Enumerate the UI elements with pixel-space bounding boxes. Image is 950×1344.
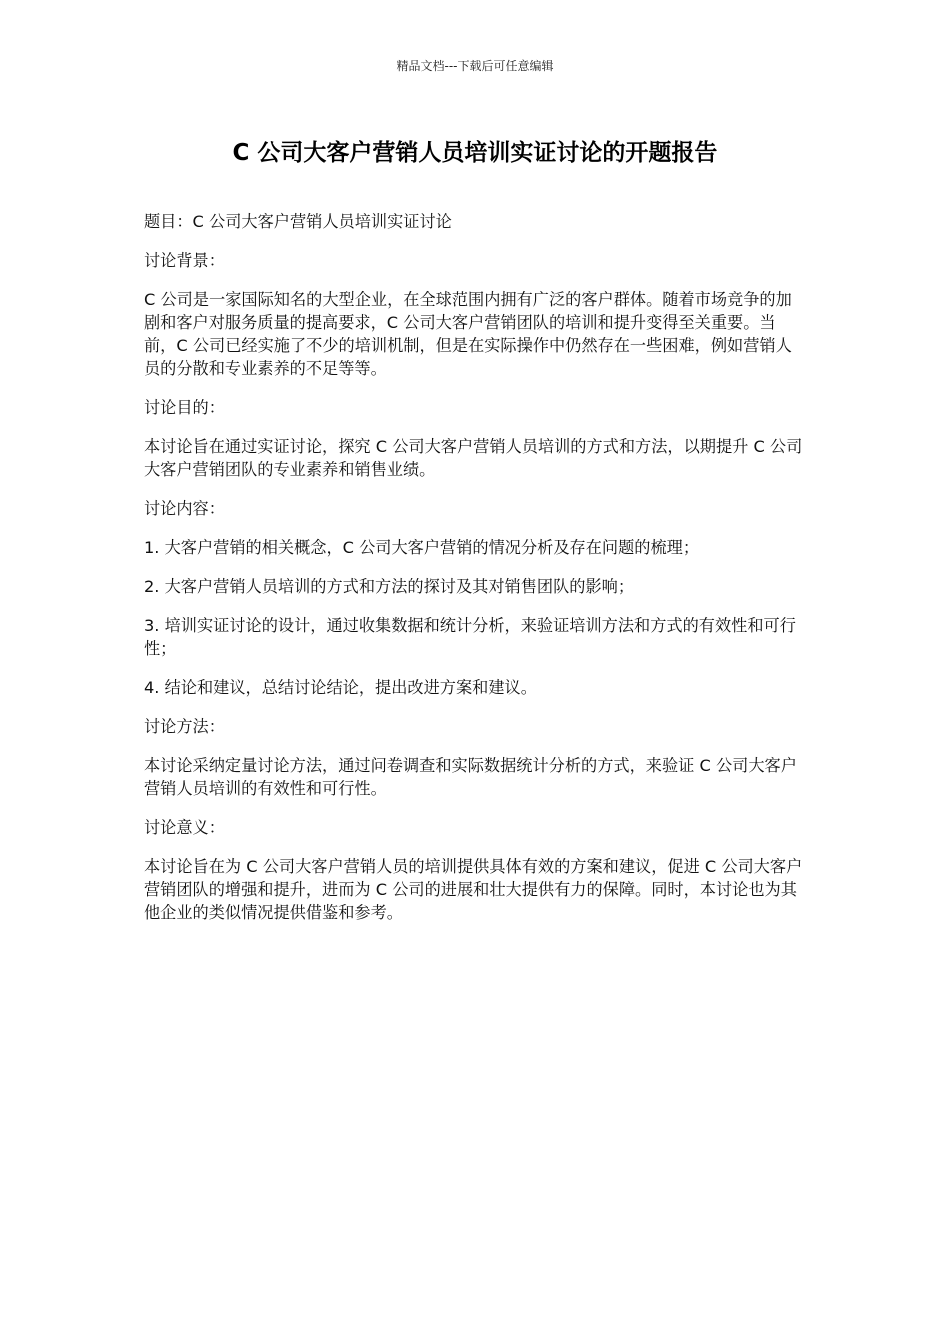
content-item-3: 3. 培训实证讨论的设计，通过收集数据和统计分析，来验证培训方法和方式的有效性和可行性； [144, 616, 796, 658]
document-title: C 公司大客户营销人员培训实证讨论的开题报告 [232, 140, 718, 166]
document-body [144, 210, 804, 940]
purpose-paragraph: 本讨论旨在通过实证讨论，探究 C 公司大客户营销人员培训的方式和方法，以期提升 C 公司大客户营销团队的专业素养和销售业绩。 [144, 437, 803, 479]
significance-paragraph: 本讨论旨在为 C 公司大客户营销人员的培训提供具体有效的方案和建议，促进 C 公司大客户营销团队的增强和提升，进而为 C 公司的进展和壮大提供有力的保障。同时，本讨论也为其他企业的类似情况提供借鉴和参考。 [144, 857, 803, 922]
content-item-1: 1. 大客户营销的相关概念，C 公司大客户营销的情况分析及存在问题的梳理； [144, 538, 700, 557]
section-heading-method: 讨论方法： [144, 717, 225, 736]
background-paragraph: C 公司是一家国际知名的大型企业，在全球范围内拥有广泛的客户群体。随着市场竞争的加剧和客户对服务质量的提高要求，C 公司大客户营销团队的培训和提升变得至关重要。当前，C 公司已经实施了不少的培训机制，但是在实际操作中仍然存在一些困难，例如营销人员的分散和专业素养的不足等等。 [144, 290, 792, 378]
section-heading-significance: 讨论意义： [144, 818, 225, 837]
topic-line: 题目：C 公司大客户营销人员培训实证讨论 [144, 212, 452, 231]
content-item-4: 4. 结论和建议，总结讨论结论，提出改进方案和建议。 [144, 678, 537, 697]
content-item-2: 2. 大客户营销人员培训的方式和方法的探讨及其对销售团队的影响； [144, 577, 635, 596]
section-heading-content: 讨论内容： [144, 499, 225, 518]
method-paragraph: 本讨论采纳定量讨论方法，通过问卷调查和实际数据统计分析的方式，来验证 C 公司大客户营销人员培训的有效性和可行性。 [144, 756, 797, 798]
section-heading-purpose: 讨论目的： [144, 398, 225, 417]
header-note: 精品文档---下载后可任意编辑 [396, 59, 554, 73]
section-heading-background: 讨论背景： [144, 251, 225, 270]
